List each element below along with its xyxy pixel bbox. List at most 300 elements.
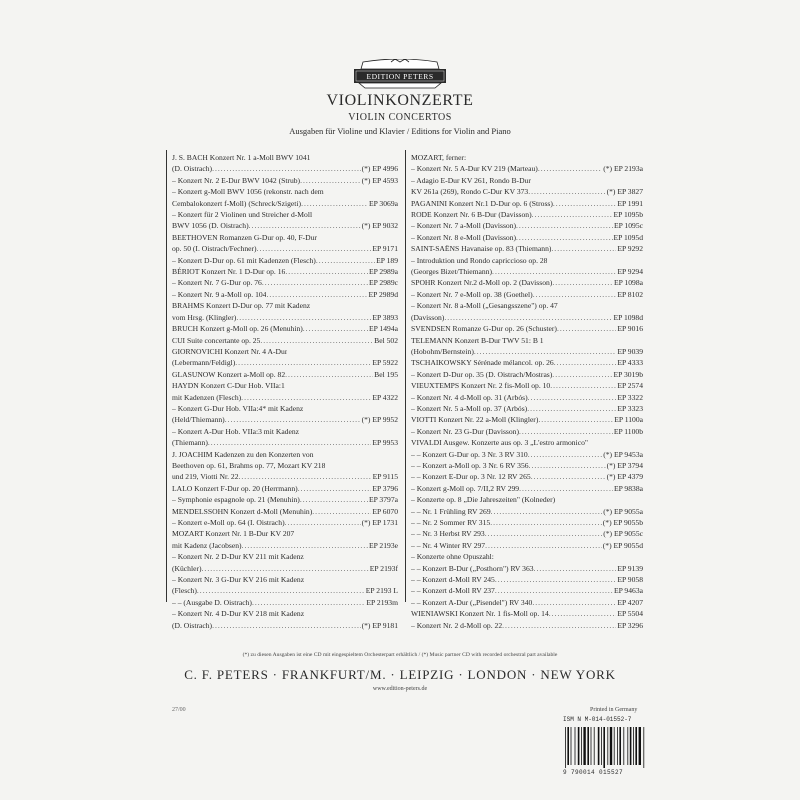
edition-number: EP 9953 [372, 438, 398, 448]
dot-leader [553, 198, 616, 209]
dot-leader [557, 323, 616, 334]
entry-title: mit Kadenzen (Flesch) [172, 392, 242, 402]
entry-title: SVENDSEN Romanze G-Dur op. 26 (Schuster) [411, 324, 557, 334]
entry-title: HAYDN Konzert C-Dur Hob. VIIa:1 [172, 381, 285, 391]
edition-number: (*) EP 9952 [361, 415, 398, 425]
dot-leader [495, 585, 613, 596]
catalog-entry [411, 255, 643, 266]
entry-title: – – Nr. 1 Frühling RV 269 [411, 506, 491, 516]
catalog-entry [411, 152, 643, 163]
dot-leader [528, 449, 602, 460]
entry-title: und 219, Viotti Nr. 22 [172, 472, 239, 482]
entry-title: MOZART Konzert Nr. 1 B-Dur KV 207 [172, 529, 295, 539]
catalog-entry [411, 300, 643, 311]
catalog-entry [172, 528, 398, 539]
dot-leader [516, 220, 613, 231]
dot-leader [249, 220, 361, 231]
catalog-entry [411, 232, 643, 243]
dot-leader [239, 471, 372, 482]
barcode-digits: 9 790014 015527 [563, 769, 624, 776]
catalog-entry [411, 323, 643, 334]
catalog-entry [411, 312, 643, 323]
page-number: 27/00 [172, 707, 186, 713]
entry-title: MENDELSSOHN Konzert d-Moll (Menuhin) [172, 506, 313, 516]
edition-number: Bel 502 [374, 335, 398, 345]
catalog-entry [172, 620, 398, 631]
edition-number: EP 9139 [617, 563, 643, 573]
edition-number: EP 9039 [617, 346, 643, 356]
edition-number: EP 9292 [617, 244, 643, 254]
entry-title: – – Konzert d-Moll RV 237 [411, 586, 495, 596]
catalog-entry [411, 437, 643, 448]
entry-title: TSCHAIKOWSKY Sérénade mélancol. op. 26 [411, 358, 554, 368]
page-subtitle: VIOLIN CONCERTOS [348, 112, 452, 123]
edition-number: (*) EP 3794 [606, 460, 643, 470]
edition-number: (*) EP 9055d [602, 540, 643, 550]
entry-title: – Konzert Nr. 8 e-Moll (Davisson) [411, 232, 517, 242]
dot-leader [474, 346, 616, 357]
edition-number: EP 2989a [368, 267, 398, 277]
dot-leader [532, 209, 613, 220]
catalog-entry [411, 346, 643, 357]
dot-leader [252, 597, 365, 608]
edition-number: EP 4207 [617, 597, 643, 607]
catalog-entry [172, 449, 398, 460]
catalog-entry [411, 608, 643, 619]
edition-number: EP 6070 [372, 506, 398, 516]
entry-title: – Konzert Nr. 7 G-Dur op. 76 [172, 278, 262, 288]
entry-title: (Thiemann) [172, 438, 208, 448]
dot-leader [550, 380, 616, 391]
entry-title: vom Hrsg. (Klingler) [172, 312, 237, 322]
entry-title: VIVALDI Ausgew. Konzerte aus op. 3 „L'estro armonico" [411, 438, 588, 448]
entry-title: BÉRIOT Konzert Nr. 1 D-Dur op. 16 [172, 267, 286, 277]
entry-title: – Symphonie espagnole op. 21 (Menuhin) [172, 495, 300, 505]
entry-title: (Küchler) [172, 563, 202, 573]
catalog-entry [411, 563, 643, 574]
dot-leader [538, 414, 613, 425]
page-tagline: Ausgaben für Violine und Klavier / Editions for Violin and Piano [289, 126, 511, 136]
catalog-left-column [172, 152, 398, 631]
entry-title: – Konzert Nr. 7 e-Moll op. 38 (Goethel) [411, 289, 533, 299]
edition-number: EP 9838a [613, 483, 643, 493]
entry-title: Beethoven op. 61, Brahms op. 77, Mozart KV 218 [172, 460, 326, 470]
edition-number: EP 8102 [617, 289, 643, 299]
dot-leader [529, 460, 606, 471]
footnote: (*) zu diesen Ausgaben ist eine CD mit eingespieltem Orchesterpart erhältlich / (*) Music partner CD with recorded orchestral part available [242, 652, 558, 658]
catalog-entry [411, 574, 643, 585]
catalog-entry [172, 312, 398, 323]
catalog-entry [172, 175, 398, 186]
edition-number: EP 3893 [372, 312, 398, 322]
entry-title: GIORNOVICHI Konzert Nr. 4 A-Dur [172, 346, 288, 356]
entry-title: KV 261a (269), Rondo C-Dur KV 373 [411, 187, 529, 197]
catalog-entry [172, 220, 398, 231]
catalog-entry [172, 517, 398, 528]
entry-title: – Adagio E-Dur KV 261, Rondo B-Dur [411, 175, 531, 185]
entry-title: BWV 1056 (D. Oistrach) [172, 221, 249, 231]
edition-number: EP 3323 [617, 403, 643, 413]
catalog-entry [172, 335, 398, 346]
catalog-entry [172, 163, 398, 174]
logo-text: EDITION PETERS [366, 72, 434, 82]
dot-leader [552, 369, 612, 380]
catalog-entry [172, 460, 398, 471]
entry-title: (Georges Bizet/Thiemann) [411, 267, 493, 277]
edition-number: EP 2193m [366, 597, 398, 607]
catalog-entry [411, 289, 643, 300]
dot-leader [202, 563, 369, 574]
catalog-entry [172, 551, 398, 562]
entry-title: (Davisson) [411, 312, 445, 322]
entry-title: MOZART, ferner: [411, 153, 467, 162]
edition-number: EP 1100b [613, 426, 643, 436]
barcode-icon [564, 727, 650, 768]
dot-leader [316, 255, 375, 266]
edition-number: EP 9463a [613, 586, 643, 596]
catalog-entry [172, 152, 398, 163]
edition-number: (*) EP 9055a [603, 506, 643, 516]
entry-title: – Konzert Nr. 2 D-Dur KV 211 mit Kadenz [172, 552, 304, 562]
edition-number: (*) EP 4379 [606, 472, 643, 482]
dot-leader [235, 357, 371, 368]
catalog-entry [172, 471, 398, 482]
catalog-entry [172, 597, 398, 608]
dot-leader [257, 243, 372, 254]
dot-leader [485, 540, 602, 551]
entry-title: BRUCH Konzert g-Moll op. 26 (Menuhin) [172, 324, 303, 334]
entry-title: (Held/Thiemann) [172, 415, 225, 425]
edition-number: EP 2574 [617, 381, 643, 391]
dot-leader [236, 312, 371, 323]
catalog-entry [411, 585, 643, 596]
catalog-entry [411, 403, 643, 414]
dot-leader [554, 357, 617, 368]
entry-title: – – Konzert B-Dur („Posthorn") RV 363 [411, 563, 534, 573]
entry-title: VIOTTI Konzert Nr. 22 a-Moll (Klingler) [411, 415, 539, 425]
edition-number: EP 9171 [372, 244, 398, 254]
entry-title: – Konzert Nr. 5 A-Dur KV 219 (Marteau) [411, 164, 538, 174]
edition-number: EP 9294 [617, 267, 643, 277]
catalog-entry [172, 369, 398, 380]
catalog-entry [411, 392, 643, 403]
entry-title: – Konzert D-Dur op. 61 mit Kadenzen (Flesch) [172, 255, 316, 265]
catalog-entry [411, 460, 643, 471]
catalog-entry [172, 608, 398, 619]
dot-leader [241, 392, 371, 403]
dot-leader [197, 585, 365, 596]
catalog-entry [172, 186, 398, 197]
catalog-entry [172, 323, 398, 334]
catalog-entry [172, 277, 398, 288]
catalog-entry [411, 266, 643, 277]
catalog-entry [411, 277, 643, 288]
ismn-code: ISM N M-014-01552-7 [563, 716, 632, 723]
catalog-entry [411, 597, 643, 608]
entry-title: – Konzert D-Dur op. 35 (D. Oistrach/Mostras) [411, 369, 553, 379]
edition-number: EP 1494a [368, 324, 398, 334]
entry-title: – – Konzert a-Moll op. 3 Nr. 6 RV 356 [411, 460, 529, 470]
dot-leader [444, 312, 612, 323]
catalog-entry [411, 198, 643, 209]
dot-leader [212, 620, 361, 631]
entry-title: – – Konzert G-Dur op. 3 Nr. 3 RV 310 [411, 449, 528, 459]
dot-leader [285, 266, 368, 277]
entry-title: – Konzert Nr. 5 a-Moll op. 37 (Arbós) [411, 403, 528, 413]
edition-number: EP 1095c [613, 221, 643, 231]
entry-title: – Konzert e-Moll op. 64 (I. Oistrach) [172, 518, 285, 527]
entry-title: SPOHR Konzert Nr.2 d-Moll op. 2 (Davisson) [411, 278, 553, 288]
dot-leader [312, 506, 371, 517]
dot-leader [208, 437, 371, 448]
entry-title: (D. Oistrach) [172, 164, 213, 174]
dot-leader [528, 392, 617, 403]
catalog-entry [411, 517, 643, 528]
entry-title: – Konzert Nr. 23 G-Dur (Davisson) [411, 426, 519, 436]
entry-title: – Konzert Nr. 4 D-Dur KV 218 mit Kadenz [172, 609, 305, 619]
dot-leader [549, 608, 617, 619]
catalog-entry [411, 369, 643, 380]
entry-title: – Konzert g-Moll BWV 1056 (rekonstr. nach dem [172, 187, 324, 197]
catalog-entry [172, 209, 398, 220]
entry-title: BEETHOVEN Romanzen G-Dur op. 40, F-Dur [172, 232, 317, 242]
edition-number: EP 1098a [613, 278, 643, 288]
entry-title: – Konzert Nr. 7 a-Moll (Davisson) [411, 221, 517, 231]
dot-leader [490, 517, 602, 528]
catalog-entry [411, 620, 643, 631]
dot-leader [516, 232, 613, 243]
catalog-entry [172, 198, 398, 209]
edition-number: EP 1098d [613, 312, 643, 322]
catalog-entry [172, 232, 398, 243]
dot-leader [298, 483, 372, 494]
catalog-entry [172, 289, 398, 300]
catalog-entry [172, 255, 398, 266]
edition-number: EP 1095b [613, 210, 643, 220]
catalog-entry [172, 414, 398, 425]
edition-number: EP 2989c [368, 278, 398, 288]
catalog-entry [411, 471, 643, 482]
dot-leader [552, 277, 613, 288]
edition-number: EP 5504 [617, 609, 643, 619]
dot-leader [300, 175, 360, 186]
entry-title: – Konzert g-Moll op. 7/II,2 RV 299 [411, 483, 520, 493]
dot-leader [212, 163, 361, 174]
catalog-entry [172, 494, 398, 505]
catalog-entry [172, 563, 398, 574]
entry-title: – Introduktion und Rondo capriccioso op. 28 [411, 255, 548, 265]
entry-title: – – Konzert E-Dur op. 3 Nr. 12 RV 265 [411, 472, 531, 482]
catalog-entry [411, 335, 643, 346]
dot-leader [225, 414, 361, 425]
entry-title: (Flesch) [172, 586, 197, 596]
edition-number: (*) EP 4593 [361, 175, 398, 185]
dot-leader [285, 369, 373, 380]
catalog-entry [411, 209, 643, 220]
dot-leader [531, 471, 606, 482]
catalog-entry [411, 540, 643, 551]
entry-title: BRAHMS Konzert D-Dur op. 77 mit Kadenz [172, 301, 311, 311]
dot-leader [532, 597, 616, 608]
edition-number: EP 3797a [368, 495, 398, 505]
entry-title: – – Nr. 4 Winter RV 297 [411, 540, 486, 550]
entry-title: WIENIAWSKI Konzert Nr. 1 fis-Moll op. 14 [411, 609, 549, 619]
entry-title: J. JOACHIM Kadenzen zu den Konzerten von [172, 449, 314, 459]
edition-number: (*) EP 3827 [606, 187, 643, 197]
entry-title: – Konzert Nr. 9 a-Moll op. 104 [172, 289, 267, 299]
dot-leader [242, 540, 368, 551]
dot-leader [519, 426, 613, 437]
catalog-right-column [411, 152, 643, 631]
edition-number: Bel 195 [374, 369, 398, 379]
entry-title: VIEUXTEMPS Konzert Nr. 2 fis-Moll op. 10 [411, 381, 551, 391]
edition-number: EP 1991 [617, 198, 643, 208]
dot-leader [492, 266, 616, 277]
dot-leader [528, 186, 605, 197]
publisher-line: C. F. PETERS · FRANKFURT/M. · LEIPZIG · LONDON · NEW YORK [184, 667, 616, 682]
entry-title: – Konzerte ohne Opuszahl: [411, 552, 494, 562]
printed-in: Printed in Germany [590, 707, 638, 713]
dot-leader [533, 289, 617, 300]
page-title: VIOLINKONZERTE [326, 92, 474, 109]
entry-title: op. 50 (I. Oistrach/Fechner) [172, 244, 257, 254]
entry-title: (D. Oistrach) [172, 620, 213, 630]
entry-title: (Lebermann/Feldigl) [172, 358, 236, 368]
dot-leader [495, 574, 616, 585]
entry-title: – Konzert für 2 Violinen und Streicher d-Moll [172, 210, 313, 220]
entry-title: GLASUNOW Konzert a-Moll op. 82 [172, 369, 286, 379]
edition-number: EP 4333 [617, 358, 643, 368]
catalog-entry [172, 300, 398, 311]
entry-title: RODE Konzert Nr. 6 B-Dur (Davisson) [411, 210, 532, 220]
dot-leader [266, 289, 367, 300]
edition-number: EP 3019b [613, 369, 643, 379]
edition-number: EP 2989d [368, 289, 398, 299]
entry-title: – Konzerte op. 8 „Die Jahreszeiten" (Kolneder) [411, 495, 556, 505]
entry-title: (Hobohm/Bernstein) [411, 346, 474, 356]
entry-title: SAINT-SAËNS Havanaise op. 83 (Thiemann) [411, 244, 552, 254]
catalog-entry [172, 426, 398, 437]
dot-leader [260, 335, 373, 346]
edition-number: EP 2193 L [365, 586, 398, 596]
edition-number: EP 9115 [372, 472, 398, 482]
entry-title: – – Nr. 3 Herbst RV 293 [411, 529, 485, 539]
edition-number: EP 1100a [614, 415, 643, 425]
catalog-entry [172, 346, 398, 357]
dot-leader [519, 483, 613, 494]
edition-number: EP 5922 [372, 358, 398, 368]
entry-title: – – (Ausgabe D. Oistrach) [172, 597, 252, 607]
entry-title: PAGANINI Konzert Nr.1 D-Dur op. 6 (Stross) [411, 198, 553, 208]
catalog-entry [411, 243, 643, 254]
dot-leader [300, 494, 368, 505]
catalog-entry [411, 163, 643, 174]
dot-leader [285, 517, 361, 528]
entry-title: Cembalokonzert f-Moll) (Schreck/Szigeti) [172, 198, 302, 208]
catalog-entry [172, 380, 398, 391]
catalog-entry [172, 574, 398, 585]
catalog-entry [411, 186, 643, 197]
catalog-entry [172, 483, 398, 494]
catalog-entry [411, 175, 643, 186]
edition-number: (*) EP 9055c [603, 529, 643, 539]
catalog-entry [411, 357, 643, 368]
catalog-entry [172, 540, 398, 551]
dot-leader [538, 163, 602, 174]
dot-leader [527, 403, 616, 414]
catalog-entry [172, 392, 398, 403]
entry-title: mit Kadenz (Jacobsen) [172, 540, 242, 550]
edition-number: EP 2193e [368, 540, 398, 550]
entry-title: – Konzert Nr. 4 d-Moll op. 31 (Arbós) [411, 392, 528, 402]
edition-number: (*) EP 9032 [361, 221, 398, 231]
dot-leader [262, 277, 368, 288]
edition-number: (*) EP 4996 [361, 164, 398, 174]
catalog-entry [172, 506, 398, 517]
entry-title: CUI Suite concertante op. 25 [172, 335, 261, 345]
edition-number: EP 4322 [372, 392, 398, 402]
entry-title: – – Konzert A-Dur („Pisendel") RV 340 [411, 597, 533, 607]
entry-title: LALO Konzert F-Dur op. 20 (Herrmann) [172, 483, 298, 493]
edition-number: EP 189 [376, 255, 398, 265]
website: www.edition-peters.de [372, 686, 428, 692]
catalog-entry [172, 585, 398, 596]
entry-title: – Konzert G-Dur Hob. VIIa:4* mit Kadenz [172, 403, 304, 413]
catalog-entry [411, 551, 643, 562]
entry-title: – Konzert Nr. 8 a-Moll („Gesangsszene") op. 47 [411, 301, 558, 311]
edition-number: EP 3322 [617, 392, 643, 402]
edition-number: EP 2193f [369, 563, 398, 573]
catalog-entry [411, 483, 643, 494]
edition-peters-logo [351, 59, 449, 89]
entry-title: – – Konzert d-Moll RV 245 [411, 575, 495, 585]
left-rule [166, 150, 167, 602]
catalog-entry [411, 528, 643, 539]
edition-number: EP 9016 [617, 324, 643, 334]
entry-title: – Konzert Nr. 2 E-Dur BWV 1042 (Strub) [172, 175, 301, 185]
edition-number: EP 1095d [613, 232, 643, 242]
dot-leader [301, 198, 368, 209]
dot-leader [491, 506, 603, 517]
middle-rule [405, 150, 406, 602]
catalog-entry [172, 266, 398, 277]
edition-number: EP 9058 [617, 575, 643, 585]
edition-number: (*) EP 1731 [361, 518, 398, 527]
catalog-entry [411, 414, 643, 425]
edition-number: (*) EP 9055b [602, 518, 643, 527]
dot-leader [551, 243, 616, 254]
catalog-entry [172, 243, 398, 254]
entry-title: – Konzert Nr. 2 d-Moll op. 22 [411, 620, 503, 630]
entry-title: – Konzert A-Dur Hob. VIIa:3 mit Kadenz [172, 426, 300, 436]
edition-number: EP 3796 [372, 483, 398, 493]
edition-number: (*) EP 9453a [603, 449, 643, 459]
edition-number: (*) EP 2193a [603, 164, 643, 174]
catalog-entry [411, 494, 643, 505]
entry-title: TELEMANN Konzert B-Dur TWV 51: B 1 [411, 335, 544, 345]
edition-number: EP 3296 [617, 620, 643, 630]
entry-title: J. S. BACH Konzert Nr. 1 a-Moll BWV 1041 [172, 153, 311, 162]
catalog-entry [172, 437, 398, 448]
catalog-entry [411, 380, 643, 391]
catalog-entry [411, 449, 643, 460]
catalog-entry [411, 506, 643, 517]
entry-title: – Konzert Nr. 3 G-Dur KV 216 mit Kadenz [172, 575, 305, 585]
catalog-entry [172, 357, 398, 368]
edition-number: (*) EP 9181 [361, 620, 398, 630]
entry-title: – – Nr. 2 Sommer RV 315 [411, 518, 491, 527]
catalog-entry [411, 426, 643, 437]
